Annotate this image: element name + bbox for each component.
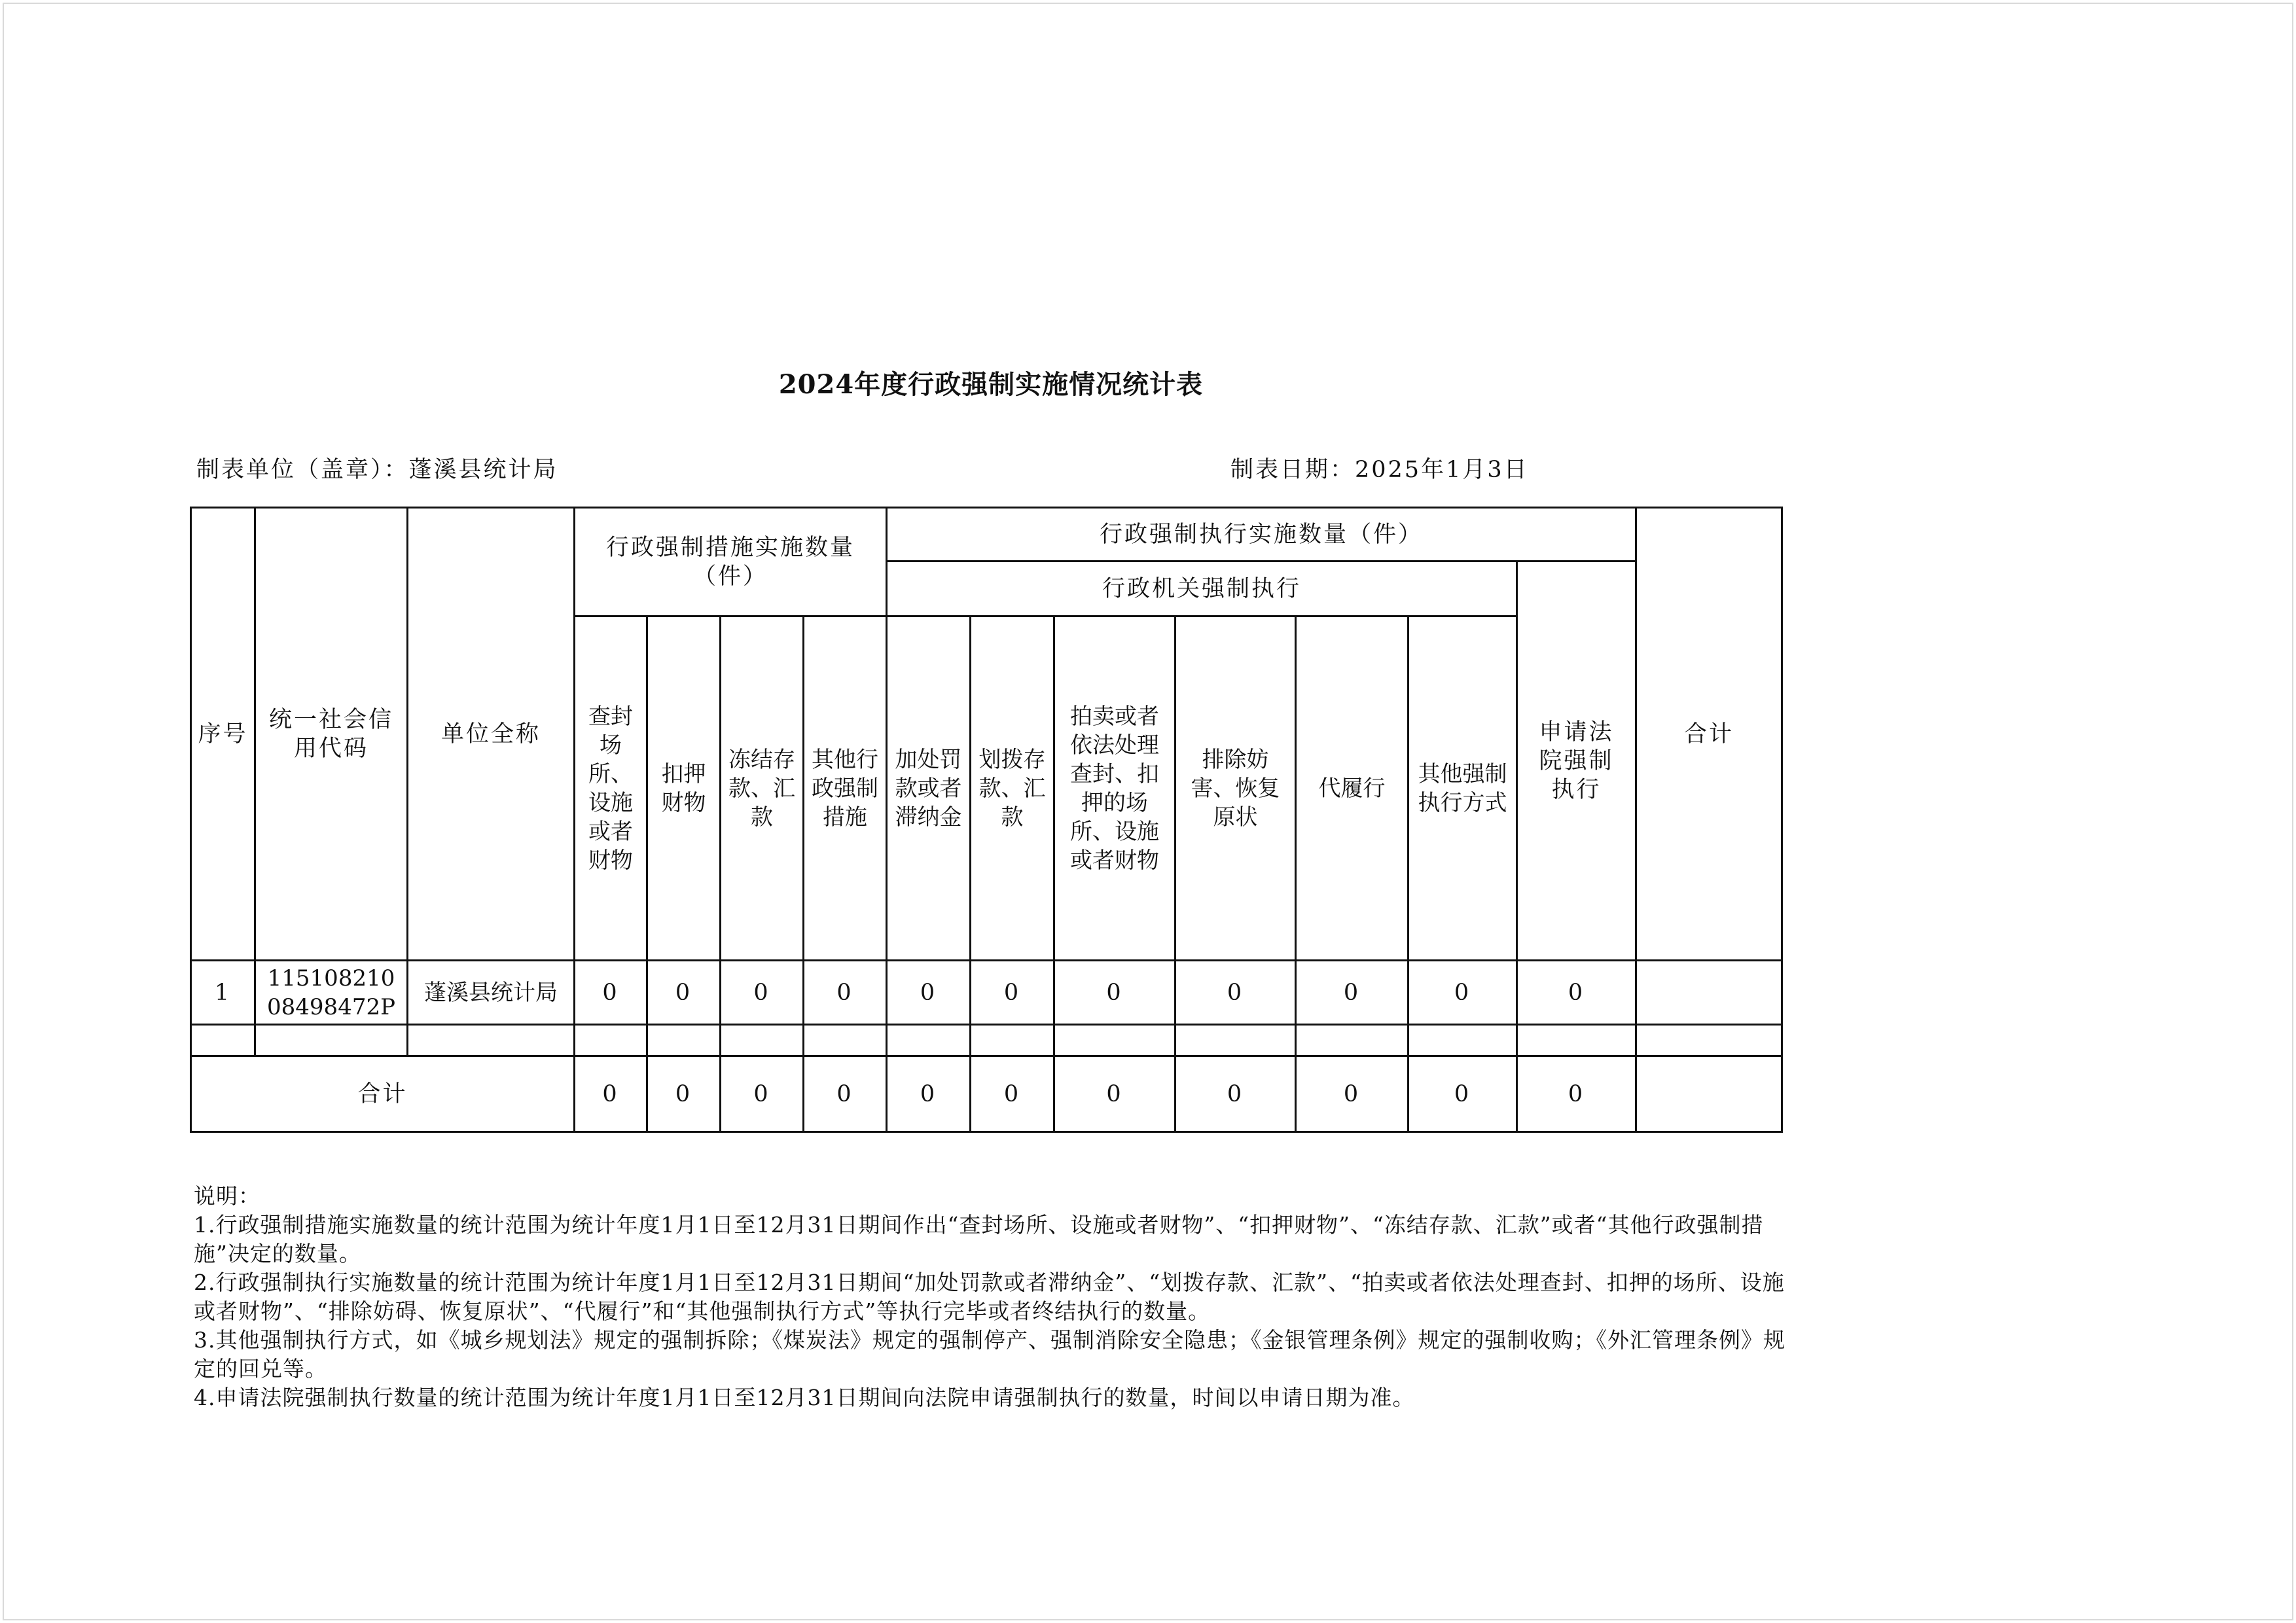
sum-value: 0 [887, 1056, 971, 1132]
sum-value: 0 [647, 1056, 721, 1132]
notes-section [194, 1182, 1791, 1412]
table-sum-row [191, 1056, 1782, 1132]
date-label: 制表日期：2025年1月3日 [1230, 457, 1529, 483]
sum-value: 0 [1054, 1056, 1175, 1132]
note-item: 1.行政强制措施实施数量的统计范围为统计年度1月1日至12月31日期间作出“查封场所、设施或者财物”、“扣押财物”、“冻结存款、汇款”或者“其他行政强制措施”决定的数量。 [194, 1212, 1764, 1266]
header-court-execution: 申请法院强制执行 [1517, 562, 1636, 961]
header-credit-code: 统一社会信用代码 [255, 508, 408, 961]
note-item: 4.申请法院强制执行数量的统计范围为统计年度1月1日至12月31日期间向法院申请强制执行的数量，时间以申请日期为准。 [194, 1385, 1415, 1410]
header-seal-property: 查封场所、设施或者财物 [575, 616, 647, 961]
sum-total [1636, 1056, 1782, 1132]
row-value: 0 [1408, 961, 1517, 1025]
header-unit-name: 单位全称 [408, 508, 575, 961]
row-value: 0 [1054, 961, 1175, 1025]
row-value: 0 [721, 961, 804, 1025]
header-other-execution: 其他强制执行方式 [1408, 616, 1517, 961]
note-item: 3.其他强制执行方式，如《城乡规划法》规定的强制拆除；《煤炭法》规定的强制停产、强制消除安全隐患；《金银管理条例》规定的强制收购；《外汇管理条例》规定的回兑等。 [194, 1327, 1785, 1382]
header-remove-obstruction: 排除妨害、恢复原状 [1175, 616, 1296, 961]
header-index: 序号 [191, 508, 255, 961]
document-title: 2024年度行政强制实施情况统计表 [778, 369, 1204, 400]
sum-value: 0 [1408, 1056, 1517, 1132]
row-value: 0 [804, 961, 887, 1025]
sum-value: 0 [1517, 1056, 1636, 1132]
header-substitute-performance: 代履行 [1296, 616, 1408, 961]
row-index: 1 [191, 961, 255, 1025]
sum-value: 0 [721, 1056, 804, 1132]
header-execution-group: 行政强制执行实施数量（件） [887, 508, 1636, 562]
header-seize-property: 扣押财物 [647, 616, 721, 961]
header-other-measures: 其他行政强制措施 [804, 616, 887, 961]
header-auction: 拍卖或者依法处理查封、扣押的场所、设施或者财物 [1054, 616, 1175, 961]
header-transfer-deposits: 划拨存款、汇款 [971, 616, 1054, 961]
header-fines: 加处罚款或者滞纳金 [887, 616, 971, 961]
row-value: 0 [971, 961, 1054, 1025]
table-row-empty [191, 1025, 1782, 1056]
row-value: 0 [1175, 961, 1296, 1025]
row-unit-name: 蓬溪县统计局 [408, 961, 575, 1025]
header-total: 合计 [1636, 508, 1782, 961]
statistics-table [190, 507, 1783, 1133]
note-item: 2.行政强制执行实施数量的统计范围为统计年度1月1日至12月31日期间“加处罚款或者滞纳金”、“划拨存款、汇款”、“拍卖或者依法处理查封、扣押的场所、设施或者财物”、“排除妨碍、恢复原状”、“代履行”和“其他强制执行方式”等执行完毕或者终结执行的数量。 [194, 1270, 1785, 1324]
row-value: 0 [647, 961, 721, 1025]
sum-value: 0 [1175, 1056, 1296, 1132]
row-value: 0 [887, 961, 971, 1025]
row-value: 0 [1517, 961, 1636, 1025]
sum-value: 0 [971, 1056, 1054, 1132]
sum-value: 0 [575, 1056, 647, 1132]
header-freeze-deposits: 冻结存款、汇款 [721, 616, 804, 961]
sum-value: 0 [1296, 1056, 1408, 1132]
unit-label: 制表单位（盖章）：蓬溪县统计局 [196, 457, 558, 483]
row-total [1636, 961, 1782, 1025]
table-row [191, 961, 1782, 1025]
header-admin-execution: 行政机关强制执行 [887, 562, 1517, 616]
sum-label: 合计 [191, 1056, 575, 1132]
row-value: 0 [1296, 961, 1408, 1025]
header-measures-group: 行政强制措施实施数量（件） [575, 508, 887, 616]
row-value: 0 [575, 961, 647, 1025]
notes-heading: 说明： [194, 1183, 260, 1209]
sum-value: 0 [804, 1056, 887, 1132]
row-credit-code: 11510821008498472P [255, 961, 408, 1025]
